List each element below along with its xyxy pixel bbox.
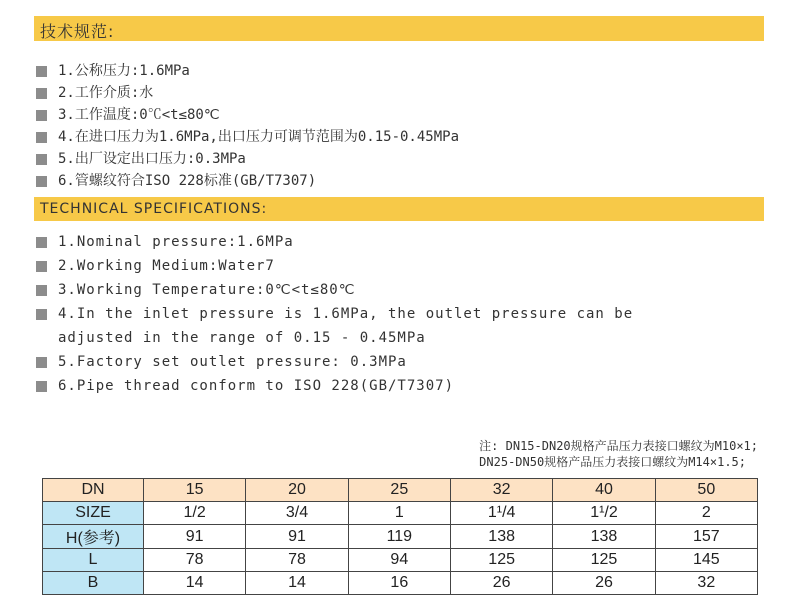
- table-cell: 40: [553, 479, 655, 502]
- table-cell: 14: [246, 572, 348, 595]
- cn-spec-text: 1.公称压力:1.6MPa: [58, 63, 190, 79]
- table-cell: 32: [450, 479, 552, 502]
- table-cell: 1: [348, 502, 450, 525]
- cn-spec-text: 6.管螺纹符合ISO 228标准(GB/T7307): [58, 173, 317, 189]
- table-row-dn: [43, 479, 758, 502]
- table-cell: 91: [246, 525, 348, 549]
- en-spec-item: [36, 278, 633, 302]
- table-cell: 145: [655, 549, 757, 572]
- table-cell: 32: [655, 572, 757, 595]
- table-cell: 26: [553, 572, 655, 595]
- en-spec-item: [36, 254, 633, 278]
- en-spec-list: [36, 230, 633, 398]
- table-cell: 138: [553, 525, 655, 549]
- row-label: B: [43, 572, 144, 595]
- table-cell: 2: [655, 502, 757, 525]
- table-row-h: [43, 525, 758, 549]
- square-bullet-icon: [36, 285, 47, 296]
- table-cell: 78: [246, 549, 348, 572]
- cn-spec-list: [36, 60, 459, 192]
- row-label: H(参考): [43, 525, 144, 549]
- table-cell: 20: [246, 479, 348, 502]
- square-bullet-icon: [36, 110, 47, 121]
- square-bullet-icon: [36, 66, 47, 77]
- cn-spec-text: 5.出厂设定出口压力:0.3MPa: [58, 151, 246, 167]
- square-bullet-icon: [36, 309, 47, 320]
- note-line: DN25-DN50规格产品压力表接口螺纹为M14×1.5;: [479, 455, 746, 469]
- table-row-size: [43, 502, 758, 525]
- square-bullet-icon: [36, 154, 47, 165]
- en-spec-text: 4.In the inlet pressure is 1.6MPa, the outlet pressure can be: [58, 306, 634, 322]
- en-section-title: TECHNICAL SPECIFICATIONS:: [40, 201, 268, 217]
- cn-spec-item: [36, 60, 459, 82]
- en-spec-text: 5.Factory set outlet pressure: 0.3MPa: [58, 354, 407, 370]
- cn-spec-item: [36, 170, 459, 192]
- cn-spec-item: [36, 82, 459, 104]
- en-spec-item: [36, 230, 633, 254]
- table-cell: 157: [655, 525, 757, 549]
- row-label: DN: [43, 479, 144, 502]
- table-cell: 16: [348, 572, 450, 595]
- cn-spec-text: 4.在进口压力为1.6MPa,出口压力可调节范围为0.15-0.45MPa: [58, 129, 460, 145]
- table-cell: 125: [450, 549, 552, 572]
- thread-note: [479, 438, 758, 470]
- table-cell: 3/4: [246, 502, 348, 525]
- cn-spec-item: [36, 148, 459, 170]
- square-bullet-icon: [36, 88, 47, 99]
- row-label: SIZE: [43, 502, 144, 525]
- table-row-l: [43, 549, 758, 572]
- table-cell: 14: [144, 572, 246, 595]
- table-cell: 15: [144, 479, 246, 502]
- table-cell: 50: [655, 479, 757, 502]
- en-spec-text: 6.Pipe thread conform to ISO 228(GB/T7307): [58, 378, 455, 394]
- square-bullet-icon: [36, 176, 47, 187]
- cn-spec-item: [36, 104, 459, 126]
- en-spec-text: 1.Nominal pressure:1.6MPa: [58, 234, 294, 250]
- en-section-header: [34, 197, 764, 221]
- square-bullet-icon: [36, 357, 47, 368]
- en-spec-text: 3.Working Temperature:0℃<t≤80℃: [58, 282, 356, 298]
- en-spec-item: [36, 350, 633, 374]
- table-cell: 125: [553, 549, 655, 572]
- square-bullet-icon: [36, 381, 47, 392]
- en-spec-item: [36, 374, 633, 398]
- row-label: L: [43, 549, 144, 572]
- square-bullet-icon: [36, 237, 47, 248]
- table-cell: 26: [450, 572, 552, 595]
- cn-section-header: [34, 16, 764, 41]
- table-cell: 119: [348, 525, 450, 549]
- en-spec-text: 2.Working Medium:Water7: [58, 258, 275, 274]
- en-spec-item: [36, 302, 633, 350]
- table-cell: 1¹/2: [553, 502, 655, 525]
- note-line: 注: DN15-DN20规格产品压力表接口螺纹为M10×1;: [479, 439, 758, 453]
- table-cell: 91: [144, 525, 246, 549]
- table-cell: 1¹/4: [450, 502, 552, 525]
- table-cell: 25: [348, 479, 450, 502]
- table-row-b: [43, 572, 758, 595]
- table-cell: 94: [348, 549, 450, 572]
- square-bullet-icon: [36, 132, 47, 143]
- square-bullet-icon: [36, 261, 47, 272]
- cn-spec-text: 3.工作温度:0℃<t≤80℃: [58, 107, 220, 123]
- cn-spec-item: [36, 126, 459, 148]
- table-cell: 1/2: [144, 502, 246, 525]
- cn-spec-text: 2.工作介质:水: [58, 85, 154, 101]
- table-cell: 138: [450, 525, 552, 549]
- cn-section-title: 技术规范:: [40, 22, 115, 41]
- table-cell: 78: [144, 549, 246, 572]
- en-spec-text-continued: adjusted in the range of 0.15 - 0.45MPa: [58, 330, 426, 346]
- spec-table: [42, 478, 758, 595]
